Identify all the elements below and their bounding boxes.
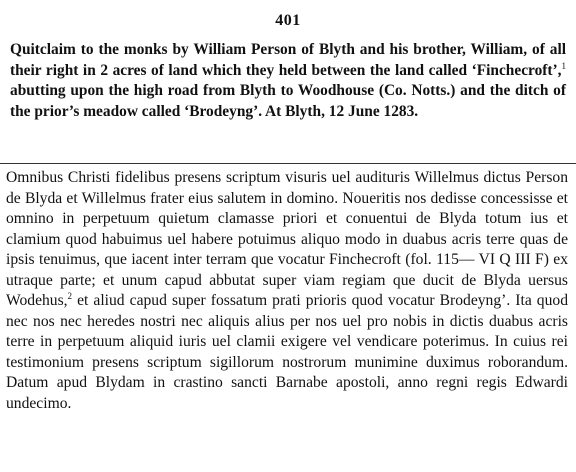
footnote-reference-2: 2 [67,290,73,301]
charter-text-part2: et aliud capud super fossatum prati prioris quod vocatur Brodeyng’. Ita quod nec nos nec heredes nostri nec aliquis alius per nos uel pro nobis in dictis duabus acris terre in perpetuum aliquid iuris uel clamii exigere vel vendicare poterimus. In cuius rei testimonium presens scriptum sigillorum nostrorum munimine duximus roborandum. Datum apud Blydam in crastino sancti Barnabe apostoli, anno regni regis Edwardi undecimo. [6,292,568,412]
section-divider [0,163,576,164]
footnote-reference-1: 1 [561,60,566,71]
document-summary [10,40,566,122]
summary-text-part1: Quitclaim to the monks by William Person of Blyth and his brother, William, of all their right in 2 acres of land which they held between the land called ‘Finchecroft’, [10,41,566,79]
summary-text-part2: abutting upon the high road from Blyth to Woodhouse (Co. Notts.) and the ditch of the prior’s meadow called ‘Brodeyng’. At Blyth, 12 June 1283. [10,82,566,120]
charter-text-part1: Omnibus Christi fidelibus presens scriptum visuris uel audituris Willelmus dictus Person de Blyda et Willelmus frater eius salutem in domino. Noueritis nos dedisse concessisse et omnino in perpetuum quietum clamasse priori et conuentui de Blyda totum ius et clamium quod habuimus uel habere potuimus aliquo modo in duabus acris terre quas de ipsis tenuimus, que iacent inter terram que vocatur Finchecroft (fol. 115— VI Q III F) ex utraque parte; et unum capud abbutat super viam regiam que ducit de Blyda uersus Wodehus, [6,169,568,309]
charter-text [6,168,568,414]
document-number: 401 [275,12,301,29]
